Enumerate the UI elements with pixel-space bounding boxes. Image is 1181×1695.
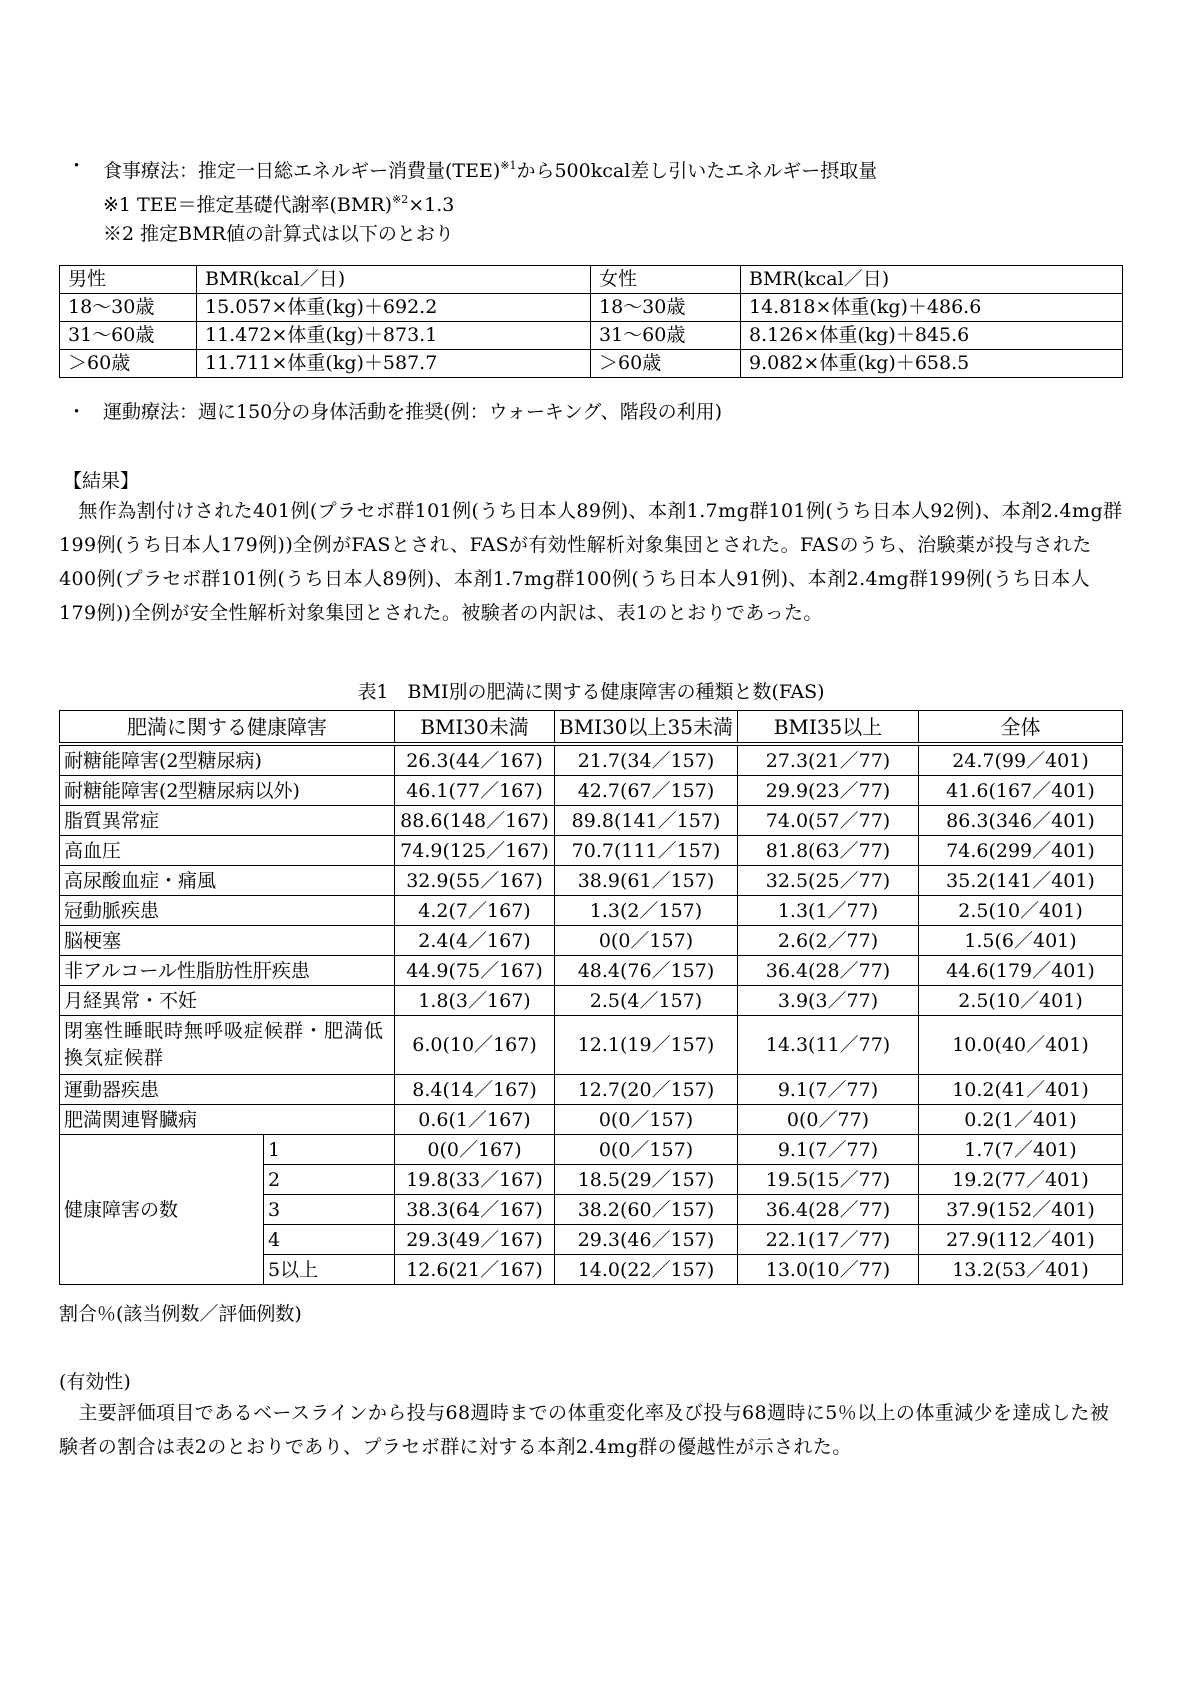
- row-label: 耐糖能障害(2型糖尿病): [60, 744, 395, 776]
- table-row: [60, 806, 1123, 836]
- cell: 1.8(3／167): [395, 986, 555, 1016]
- footnote-ref-1: ※1: [500, 159, 517, 172]
- cell: 12.1(19／157): [555, 1016, 738, 1075]
- footnote-ref-2: ※2: [392, 193, 409, 206]
- diet-text-a: 食事療法：推定一日総エネルギー消費量(TEE): [103, 160, 501, 182]
- cell: 15.057×体重(kg)＋692.2: [197, 294, 591, 322]
- header-disorder: 肥満に関する健康障害: [60, 711, 395, 745]
- bmr-row: [60, 322, 1123, 350]
- cell: 70.7(111／157): [555, 836, 738, 866]
- cell: 12.7(20／157): [555, 1075, 738, 1105]
- health-disorders-table: [59, 710, 1123, 1285]
- exercise-therapy-line: 運動療法：週に150分の身体活動を推奨(例：ウォーキング、階段の利用): [103, 401, 723, 423]
- table-row: [60, 836, 1123, 866]
- cell: 9.1(7／77): [737, 1135, 918, 1165]
- cell: 88.6(148／167): [395, 806, 555, 836]
- header-bmr-male: BMR(kcal／日): [197, 266, 591, 294]
- row-label: 高血圧: [60, 836, 395, 866]
- row-label: 非アルコール性脂肪性肝疾患: [60, 956, 395, 986]
- row-label: 高尿酸血症・痛風: [60, 866, 395, 896]
- cell: 2.5(10／401): [918, 896, 1122, 926]
- cell: 10.2(41／401): [918, 1075, 1122, 1105]
- table-row: [60, 896, 1123, 926]
- row-label: 肥満関連腎臓病: [60, 1105, 395, 1135]
- cell: 46.1(77／167): [395, 776, 555, 806]
- cell: 74.6(299／401): [918, 836, 1122, 866]
- cell: 1.7(7／401): [918, 1135, 1122, 1165]
- cell: 0.6(1／167): [395, 1105, 555, 1135]
- cell: 2.4(4／167): [395, 926, 555, 956]
- table-row: [60, 956, 1123, 986]
- cell: 19.8(33／167): [395, 1165, 555, 1195]
- cell: 89.8(141／157): [555, 806, 738, 836]
- cell: 48.4(76／157): [555, 956, 738, 986]
- cell: 74.9(125／167): [395, 836, 555, 866]
- cell: 0(0／167): [395, 1135, 555, 1165]
- table-row: [60, 1075, 1123, 1105]
- count-value: 3: [264, 1195, 395, 1225]
- cell: 38.2(60／157): [555, 1195, 738, 1225]
- table-row: [60, 1105, 1123, 1135]
- cell: 1.5(6／401): [918, 926, 1122, 956]
- cell: 8.126×体重(kg)＋845.6: [741, 322, 1123, 350]
- cell: 86.3(346／401): [918, 806, 1122, 836]
- cell: 0.2(1／401): [918, 1105, 1122, 1135]
- results-heading: 【結果】: [63, 470, 140, 492]
- cell: 11.472×体重(kg)＋873.1: [197, 322, 591, 350]
- cell: 13.2(53／401): [918, 1255, 1122, 1285]
- table-row: [60, 776, 1123, 806]
- table-row: [60, 986, 1123, 1016]
- cell: 19.2(77／401): [918, 1165, 1122, 1195]
- cell: 36.4(28／77): [737, 1195, 918, 1225]
- header-bmi-30-35: BMI30以上35未満: [555, 711, 738, 745]
- table-row: [60, 744, 1123, 776]
- cell: 9.082×体重(kg)＋658.5: [741, 350, 1123, 378]
- bullet-marker: ・: [67, 401, 87, 423]
- cell: 81.8(63／77): [737, 836, 918, 866]
- cell: 74.0(57／77): [737, 806, 918, 836]
- cell: 26.3(44／167): [395, 744, 555, 776]
- cell: 8.4(14／167): [395, 1075, 555, 1105]
- header-male: 男性: [60, 266, 197, 294]
- header-bmi-35-plus: BMI35以上: [737, 711, 918, 745]
- table-row: [60, 866, 1123, 896]
- cell: ＞60歳: [591, 350, 741, 378]
- bullet-marker: ・: [67, 155, 87, 177]
- cell: 27.3(21／77): [737, 744, 918, 776]
- cell: 31〜60歳: [591, 322, 741, 350]
- cell: 1.3(2／157): [555, 896, 738, 926]
- cell: 19.5(15／77): [737, 1165, 918, 1195]
- cell: 42.7(67／157): [555, 776, 738, 806]
- cell: 18.5(29／157): [555, 1165, 738, 1195]
- note-2: ※2 推定BMR値の計算式は以下のとおり: [103, 223, 454, 245]
- cell: 0(0／157): [555, 926, 738, 956]
- cell: 4.2(7／167): [395, 896, 555, 926]
- header-bmi-under-30: BMI30未満: [395, 711, 555, 745]
- count-value: 2: [264, 1165, 395, 1195]
- count-group-label: 健康障害の数: [60, 1135, 264, 1285]
- cell: 9.1(7／77): [737, 1075, 918, 1105]
- cell: 44.9(75／167): [395, 956, 555, 986]
- cell: 2.6(2／77): [737, 926, 918, 956]
- table1-footnote: 割合％(該当例数／評価例数): [59, 1303, 302, 1325]
- row-label: 耐糖能障害(2型糖尿病以外): [60, 776, 395, 806]
- note-1-text-a: ※1 TEE＝推定基礎代謝率(BMR): [103, 194, 393, 216]
- cell: 1.3(1／77): [737, 896, 918, 926]
- cell: 38.3(64／167): [395, 1195, 555, 1225]
- cell: 29.3(49／167): [395, 1225, 555, 1255]
- count-value: 4: [264, 1225, 395, 1255]
- efficacy-heading: (有効性): [59, 1371, 131, 1393]
- results-paragraph: 無作為割付けされた401例(プラセボ群101例(うち日本人89例)、本剤1.7mg群101例(うち日本人92例)、本剤2.4mg群199例(うち日本人179例))全例がFASとされ、FASが有効性解析対象集団とされた。FASのうち、治験薬が投与された400例(プラセボ群101例(うち日本人89例)、本剤1.7mg群100例(うち日本人91例)、本剤2.4mg群199例(うち日本人179例))全例が安全性解析対象集団とされた。被験者の内訳は、表1のとおりであった。: [59, 500, 1123, 624]
- header-total: 全体: [918, 711, 1122, 745]
- cell: 29.9(23／77): [737, 776, 918, 806]
- cell: ＞60歳: [60, 350, 197, 378]
- cell: 37.9(152／401): [918, 1195, 1122, 1225]
- cell: 10.0(40／401): [918, 1016, 1122, 1075]
- cell: 32.5(25／77): [737, 866, 918, 896]
- table-row: [60, 926, 1123, 956]
- cell: 41.6(167／401): [918, 776, 1122, 806]
- header-bmr-female: BMR(kcal／日): [741, 266, 1123, 294]
- cell: 2.5(10／401): [918, 986, 1122, 1016]
- cell: 11.711×体重(kg)＋587.7: [197, 350, 591, 378]
- cell: 6.0(10／167): [395, 1016, 555, 1075]
- header-female: 女性: [591, 266, 741, 294]
- bmr-header-row: [60, 266, 1123, 294]
- cell: 29.3(46／157): [555, 1225, 738, 1255]
- bmr-formula-table: [59, 265, 1123, 378]
- bmr-row: [60, 294, 1123, 322]
- cell: 24.7(99／401): [918, 744, 1122, 776]
- row-label: 冠動脈疾患: [60, 896, 395, 926]
- cell: 27.9(112／401): [918, 1225, 1122, 1255]
- cell: 44.6(179／401): [918, 956, 1122, 986]
- cell: 18〜30歳: [60, 294, 197, 322]
- row-label: 脂質異常症: [60, 806, 395, 836]
- cell: 3.9(3／77): [737, 986, 918, 1016]
- cell: 22.1(17／77): [737, 1225, 918, 1255]
- diet-therapy-line: [103, 154, 877, 183]
- cell: 0(0／77): [737, 1105, 918, 1135]
- row-label: 運動器疾患: [60, 1075, 395, 1105]
- table1-caption: 表1 BMI別の肥満に関する健康障害の種類と数(FAS): [357, 681, 825, 703]
- note-1-text-b: ×1.3: [408, 194, 455, 216]
- cell: 12.6(21／167): [395, 1255, 555, 1285]
- table-row: [60, 1016, 1123, 1075]
- cell: 31〜60歳: [60, 322, 197, 350]
- bmr-row: [60, 350, 1123, 378]
- cell: 36.4(28／77): [737, 956, 918, 986]
- row-label: 脳梗塞: [60, 926, 395, 956]
- cell: 14.0(22／157): [555, 1255, 738, 1285]
- table1-header-row: [60, 711, 1123, 745]
- count-value: 5以上: [264, 1255, 395, 1285]
- cell: 0(0／157): [555, 1135, 738, 1165]
- count-value: 1: [264, 1135, 395, 1165]
- count-row: [60, 1135, 1123, 1165]
- row-label: 月経異常・不妊: [60, 986, 395, 1016]
- note-1: [103, 188, 454, 217]
- cell: 21.7(34／157): [555, 744, 738, 776]
- cell: 14.818×体重(kg)＋486.6: [741, 294, 1123, 322]
- diet-text-b: から500kcal差し引いたエネルギー摂取量: [516, 160, 878, 182]
- cell: 38.9(61／157): [555, 866, 738, 896]
- row-label: 閉塞性睡眠時無呼吸症候群・肥満低換気症候群: [60, 1016, 395, 1075]
- efficacy-paragraph: 主要評価項目であるベースラインから投与68週時までの体重変化率及び投与68週時に5％以上の体重減少を達成した被験者の割合は表2のとおりであり、プラセボ群に対する本剤2.4mg群の優越性が示された。: [59, 1402, 1110, 1458]
- cell: 13.0(10／77): [737, 1255, 918, 1285]
- cell: 2.5(4／157): [555, 986, 738, 1016]
- cell: 14.3(11／77): [737, 1016, 918, 1075]
- cell: 32.9(55／167): [395, 866, 555, 896]
- cell: 0(0／157): [555, 1105, 738, 1135]
- cell: 35.2(141／401): [918, 866, 1122, 896]
- cell: 18〜30歳: [591, 294, 741, 322]
